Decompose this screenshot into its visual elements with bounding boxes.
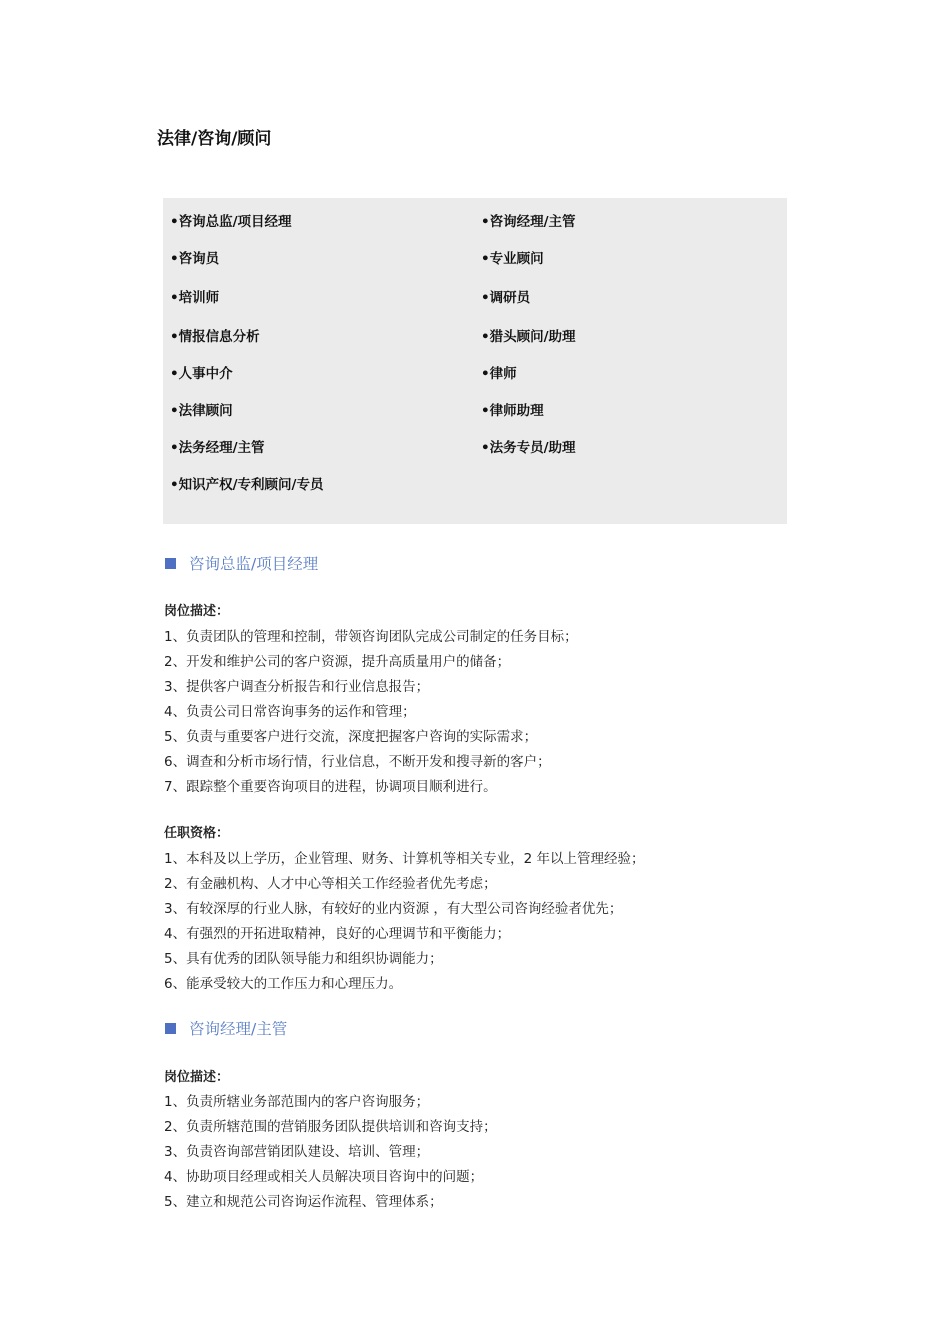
desc-line: 5、建立和规范公司咨询运作流程、管理体系； — [164, 1194, 443, 1210]
toc-item[interactable]: •人事中介 — [170, 366, 233, 382]
toc-item[interactable]: •专业顾问 — [481, 251, 544, 267]
toc-item[interactable]: •知识产权/专利顾问/专员 — [170, 477, 324, 493]
desc-title: 岗位描述： — [164, 604, 230, 619]
toc-item[interactable]: •咨询经理/主管 — [481, 214, 576, 230]
toc-item[interactable]: •法律顾问 — [170, 403, 233, 419]
req-line: 3、有较深厚的行业人脉，有较好的业内资源 ，有大型公司咨询经验者优先； — [164, 901, 623, 917]
square-bullet-icon — [165, 1023, 176, 1034]
toc-item[interactable]: •律师 — [481, 366, 517, 382]
toc-item[interactable]: •咨询总监/项目经理 — [170, 214, 292, 230]
req-title: 任职资格： — [164, 826, 230, 841]
desc-line: 1、负责所辖业务部范围内的客户咨询服务； — [164, 1094, 430, 1110]
desc-line: 2、开发和维护公司的客户资源，提升高质量用户的储备； — [164, 654, 511, 670]
section-heading-text: 咨询总监/项目经理 — [189, 555, 319, 573]
desc-line: 3、提供客户调查分析报告和行业信息报告； — [164, 679, 430, 695]
toc-item[interactable]: •猎头顾问/助理 — [481, 329, 576, 345]
section-heading — [165, 552, 318, 574]
req-line: 2、有金融机构、人才中心等相关工作经验者优先考虑； — [164, 876, 497, 892]
desc-line: 1、负责团队的管理和控制，带领咨询团队完成公司制定的任务目标； — [164, 629, 578, 645]
toc-item[interactable]: •咨询员 — [170, 251, 220, 267]
toc-item[interactable]: •法务专员/助理 — [481, 440, 576, 456]
toc-item[interactable]: •调研员 — [481, 290, 531, 306]
req-line: 5、具有优秀的团队领导能力和组织协调能力； — [164, 951, 443, 967]
toc-item[interactable]: •培训师 — [170, 290, 220, 306]
desc-line: 4、负责公司日常咨询事务的运作和管理； — [164, 704, 416, 720]
toc-item[interactable]: •法务经理/主管 — [170, 440, 265, 456]
section-heading — [165, 1017, 287, 1039]
req-line: 6、能承受较大的工作压力和心理压力。 — [164, 976, 403, 992]
section-heading-text: 咨询经理/主管 — [189, 1020, 288, 1038]
toc-item[interactable]: •情报信息分析 — [170, 329, 260, 345]
desc-line: 5、负责与重要客户进行交流，深度把握客户咨询的实际需求； — [164, 729, 538, 745]
desc-line: 7、跟踪整个重要咨询项目的进程，协调项目顺利进行。 — [164, 779, 497, 795]
req-line: 4、有强烈的开拓进取精神，良好的心理调节和平衡能力； — [164, 926, 511, 942]
square-bullet-icon — [165, 558, 176, 569]
req-line: 1、本科及以上学历，企业管理、财务、计算机等相关专业，2 年以上管理经验； — [164, 851, 645, 867]
desc-line: 6、调查和分析市场行情，行业信息，不断开发和搜寻新的客户； — [164, 754, 551, 770]
desc-line: 4、协助项目经理或相关人员解决项目咨询中的问题； — [164, 1169, 484, 1185]
desc-line: 2、负责所辖范围的营销服务团队提供培训和咨询支持； — [164, 1119, 497, 1135]
toc-box — [163, 198, 787, 524]
desc-title: 岗位描述： — [164, 1070, 230, 1085]
page-title: 法律/咨询/顾问 — [157, 129, 272, 149]
desc-line: 3、负责咨询部营销团队建设、培训、管理； — [164, 1144, 430, 1160]
toc-item[interactable]: •律师助理 — [481, 403, 544, 419]
